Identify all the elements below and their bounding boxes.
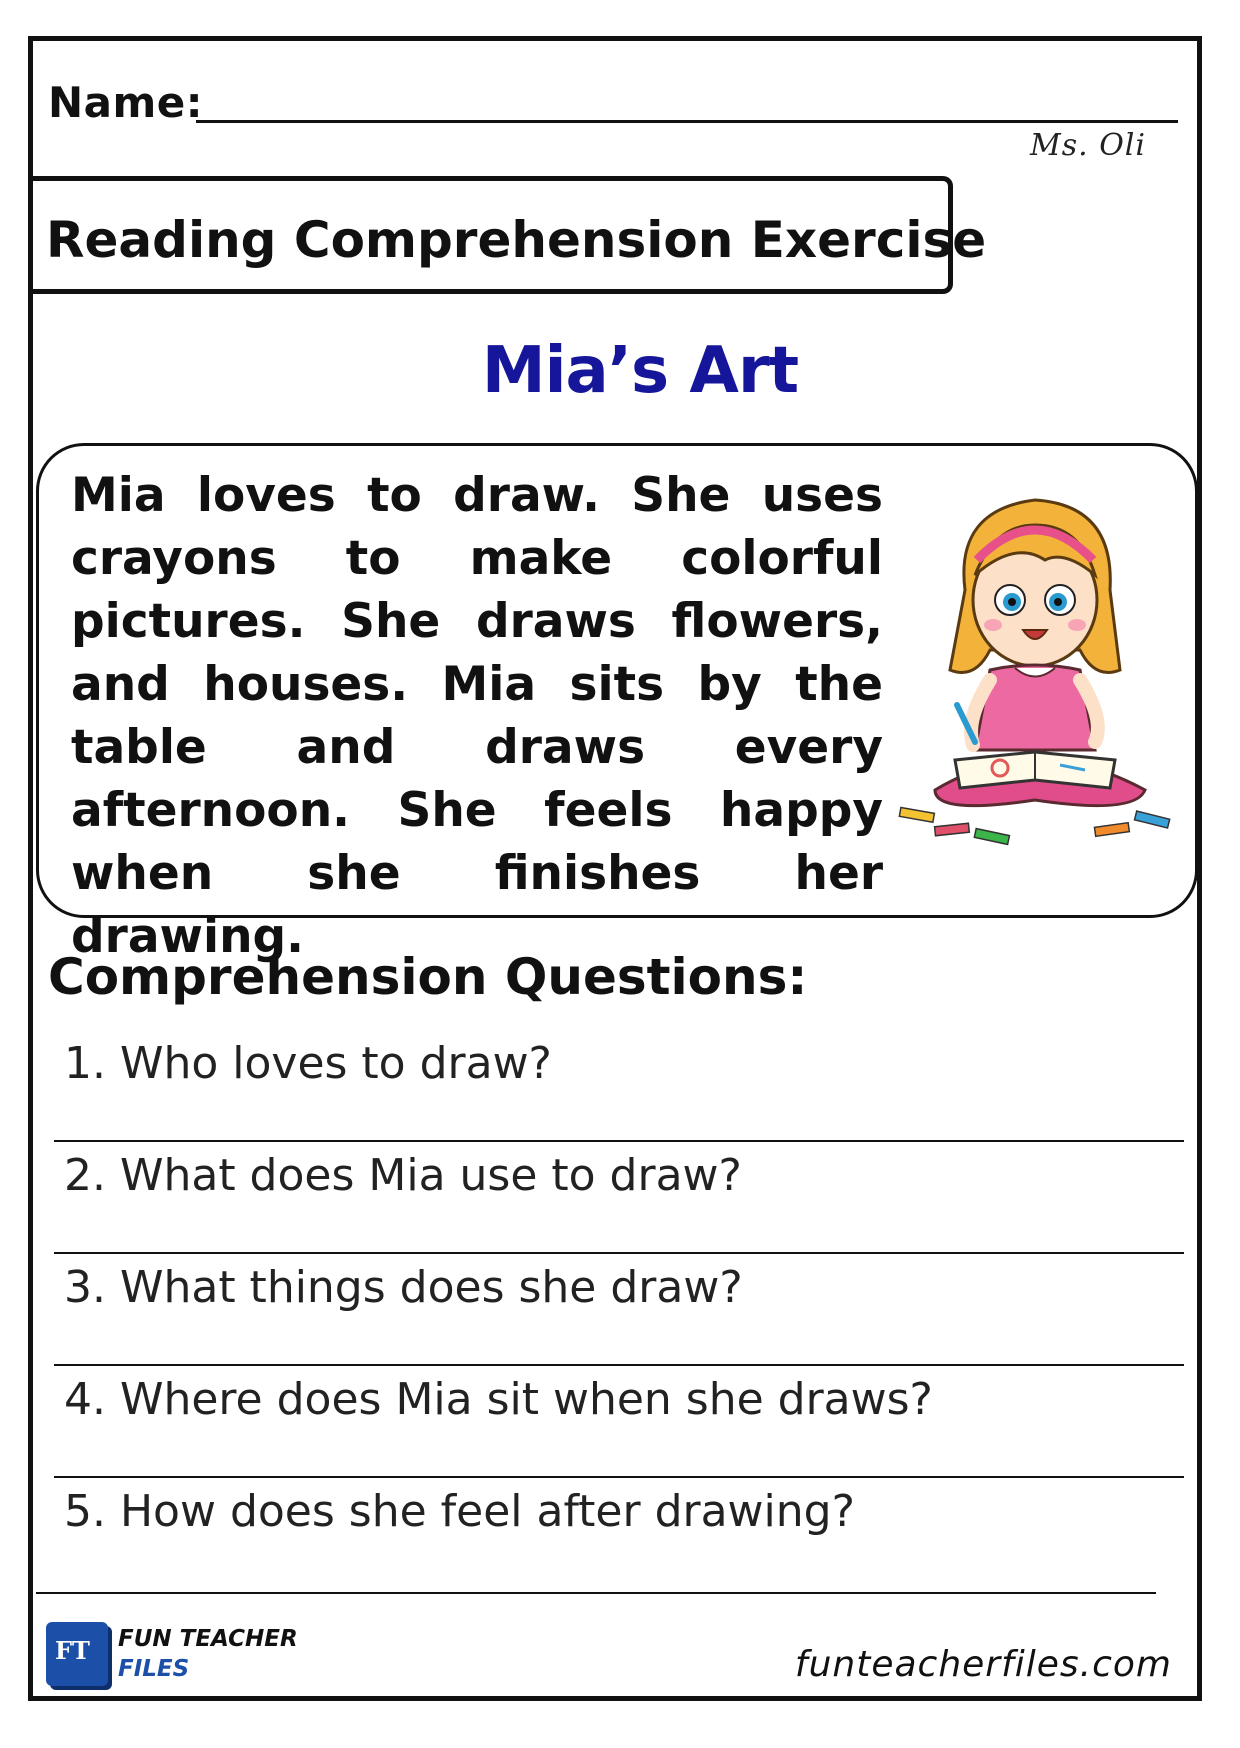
author-signature: Ms. Oli <box>1030 128 1146 163</box>
name-write-line[interactable] <box>196 120 1178 123</box>
logo-badge-text: FT <box>55 1636 90 1665</box>
story-text: Mia loves to draw. She uses crayons to make colorful pictures. She draws flowers, and houses. Mia sits by the table and draws every afternoon. She feels happy when she finishes her drawing. <box>71 468 883 964</box>
question-item <box>54 1254 1184 1366</box>
logo-line-1: FUN TEACHER <box>118 1626 298 1652</box>
question-item <box>54 1030 1184 1142</box>
question-text: 3. What things does she draw? <box>64 1262 743 1313</box>
question-item <box>54 1142 1184 1254</box>
question-item <box>54 1366 1184 1478</box>
girl-drawing-illustration <box>895 480 1185 880</box>
worksheet-title: Reading Comprehension Exercise <box>46 211 987 269</box>
question-text: 2. What does Mia use to draw? <box>64 1150 742 1201</box>
name-field[interactable] <box>48 72 1178 132</box>
answer-line[interactable] <box>36 1592 1156 1594</box>
question-item <box>54 1478 1184 1590</box>
story-box <box>36 443 1198 964</box>
question-text: 1. Who loves to draw? <box>64 1038 552 1089</box>
logo-line-2: FILES <box>118 1656 190 1682</box>
brand-logo <box>46 1622 306 1688</box>
question-text: 4. Where does Mia sit when she draws? <box>64 1374 933 1425</box>
questions-list <box>54 1030 1184 1590</box>
questions-heading: Comprehension Questions: <box>48 948 808 1006</box>
website-url: funteacherfiles.com <box>794 1644 1172 1685</box>
question-text: 5. How does she feel after drawing? <box>64 1486 855 1537</box>
story-title: Mia’s Art <box>481 334 799 408</box>
ft-logo-icon <box>46 1622 108 1686</box>
name-label: Name: <box>48 78 204 127</box>
worksheet-title-box <box>28 176 987 294</box>
